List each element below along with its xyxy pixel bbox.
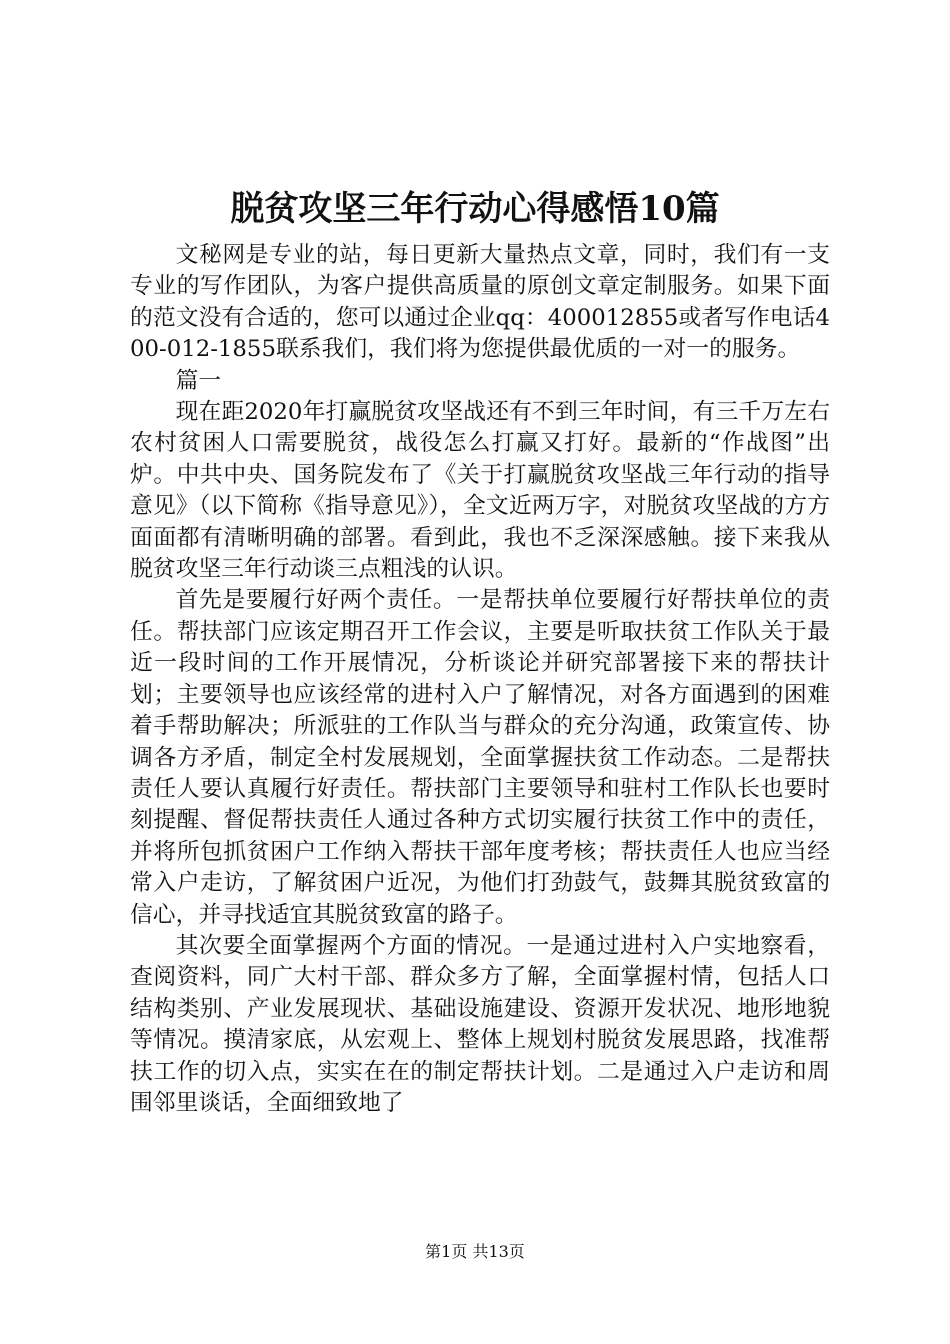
document-body <box>130 240 830 1119</box>
body-paragraph: 其次要全面掌握两个方面的情况。一是通过进村入户实地察看，查阅资料，同广大村干部、群众多方了解，全面掌握村情，包括人口结构类别、产业发展现状、基础设施建设、资源开发状况、地形地貌等情况。摸清家底，从宏观上、整体上规划村脱贫发展思路，找准帮扶工作的切入点，实实在在的制定帮扶计划。二是通过入户走访和周围邻里谈话，全面细致地了 <box>130 932 830 1116</box>
body-paragraph: 首先是要履行好两个责任。一是帮扶单位要履行好帮扶单位的责任。帮扶部门应该定期召开工作会议，主要是听取扶贫工作队关于最近一段时间的工作开展情况，分析谈论并研究部署接下来的帮扶计划；主要领导也应该经常的进村入户了解情况，对各方面遇到的困难着手帮助解决；所派驻的工作队当与群众的充分沟通，政策宣传、协调各方矛盾，制定全村发展规划，全面掌握扶贫工作动态。二是帮扶责任人要认真履行好责任。帮扶部门主要领导和驻村工作队长也要时刻提醒、督促帮扶责任人通过各种方式切实履行扶贫工作中的责任，并将所包抓贫困户工作纳入帮扶干部年度考核；帮扶责任人也应当经常入户走访，了解贫困户近况，为他们打劲鼓气，鼓舞其脱贫致富的信心，并寻找适宜其脱贫致富的路子。 <box>130 587 830 928</box>
body-paragraph: 现在距2020年打赢脱贫攻坚战还有不到三年时间，有三千万左右农村贫困人口需要脱贫，战役怎么打赢又打好。最新的“作战图”出炉。中共中央、国务院发布了《关于打赢脱贫攻坚战三年行动的指导意见》（以下简称《指导意见》），全文近两万字，对脱贫攻坚战的方方面面都有清晰明确的部署。看到此，我也不乏深深感触。接下来我从脱贫攻坚三年行动谈三点粗浅的认识。 <box>130 399 830 583</box>
document-title: 脱贫攻坚三年行动心得感悟10篇 <box>230 189 720 229</box>
page-number-footer: 第1页 共13页 <box>425 1242 525 1261</box>
section-heading: 篇一 <box>175 367 222 394</box>
intro-paragraph: 文秘网是专业的站，每日更新大量热点文章，同时，我们有一支专业的写作团队，为客户提供高质量的原创文章定制服务。如果下面的范文没有合适的，您可以通过企业qq：400012855或者写作电话400-012-1855联系我们，我们将为您提供最优质的一对一的服务。 <box>130 242 830 363</box>
